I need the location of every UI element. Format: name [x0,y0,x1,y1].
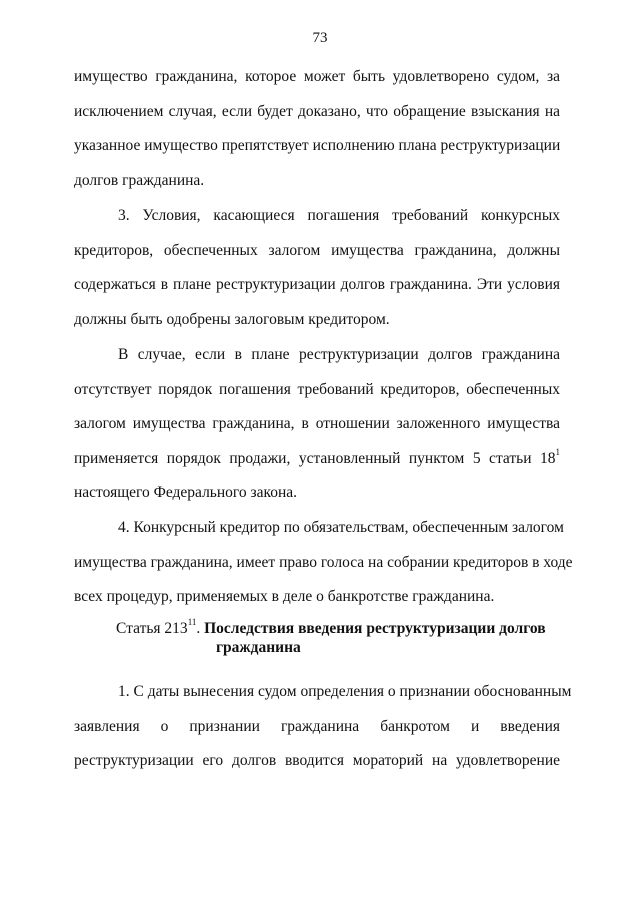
text-line: реструктуризации его долгов вводится мораторий на удовлетворение [74,752,560,769]
article-superscript: 1 [555,446,560,457]
text-line: имущества гражданина, имеет право голоса на собрании кредиторов в ходе [74,553,573,571]
text-line-with-superscript [74,442,560,477]
text-line: указанное имущество препятствует исполнению плана реструктуризации [74,137,561,154]
text-line-body: применяется порядок продажи, установленный пунктом 5 статьи 18 [74,449,556,467]
page-number: 73 [312,30,328,46]
paragraph-continuation [74,60,560,198]
text-line: должны быть одобрены залоговым кредитором. [74,310,390,328]
text-line: 1. С даты вынесения судом определения о признании обоснованным [118,683,572,700]
article-prefix: Статья 213 [116,620,188,637]
article-title-line2: гражданина [216,639,301,656]
text-line: имущество гражданина, которое может быть удовлетворено судом, за [74,68,560,85]
text-line: долгов гражданина. [74,171,205,189]
text-line: В случае, если в плане реструктуризации долгов гражданина [118,346,560,363]
text-line: 4. Конкурсный кредитор по обязательствам, обеспеченным залогом [118,519,564,536]
article-number: Статья $213^{11}$. [116,617,201,637]
text-line: всех процедур, применяемых в деле о банкротстве гражданина. [74,588,495,605]
paragraph-item-1 [74,675,572,779]
paragraph-item-3 [74,199,560,337]
article-heading [116,619,556,657]
article-number-superscript: 11 [187,617,197,627]
text-line: кредиторов, обеспеченных залогом имущества гражданина, должны [74,241,560,259]
text-line: отсутствует порядок погашения требований кредиторов, обеспеченных [74,380,560,398]
paragraph-item-4 [74,511,573,615]
text-line: содержаться в плане реструктуризации долгов гражданина. Эти условия [74,276,560,293]
text-line: залогом имущества гражданина, в отношении заложенного имущества [74,415,560,432]
text-line: заявления о признании гражданина банкротом и введения [74,717,560,735]
text-line: 3. Условия, касающиеся погашения требований конкурсных [118,207,560,224]
text-line: исключением случая, если будет доказано, что обращение взыскания на [74,102,560,120]
article-title-line1: Последствия введения реструктуризации долгов [204,620,546,637]
paragraph-pledge-sale [74,338,560,511]
text-line: настоящего Федерального закона. [74,484,298,501]
